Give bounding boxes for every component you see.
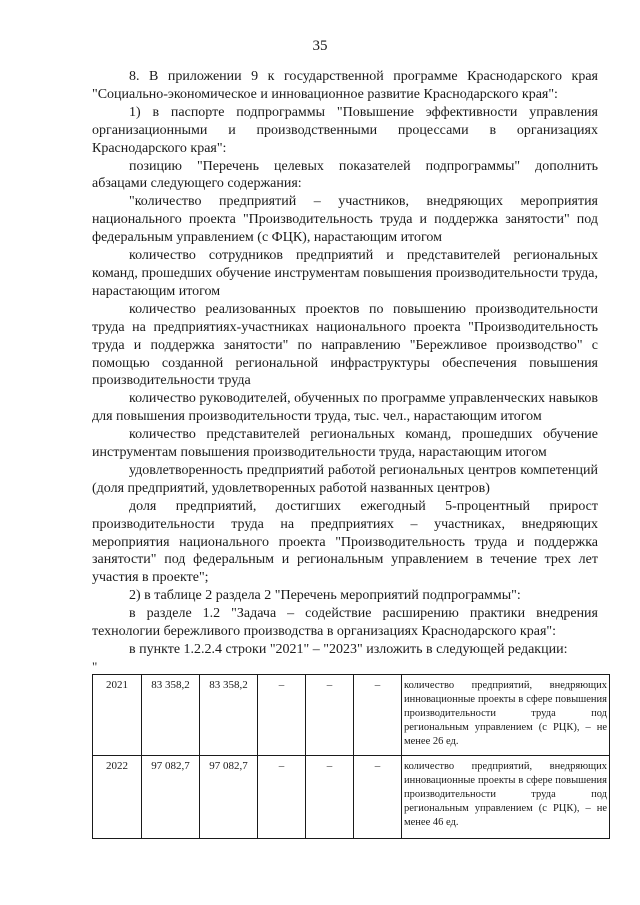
table-row: [93, 756, 610, 839]
dash-cell: –: [258, 756, 306, 839]
paragraph: 1) в паспорте подпрограммы "Повышение эффективности управления организационными и производственными процессами в организациях Краснодарского края":: [92, 104, 598, 156]
paragraph: количество сотрудников предприятий и представителей региональных команд, прошедших обучение инструментам повышения производительности труда, нарастающим итогом: [92, 248, 598, 299]
year-cell: 2021: [93, 675, 142, 756]
dash-cell: –: [258, 675, 306, 756]
total-cell: 97 082,7: [142, 756, 200, 839]
paragraph: "количество предприятий – участников, внедряющих мероприятия национального проекта "Производительность труда и поддержка занятости" под федеральным управлением (с ФЦК), нарастающим итогом: [92, 194, 598, 246]
paragraph: количество представителей региональных команд, прошедших обучение инструментам повышения производительности труда, нарастающим итогом: [92, 427, 598, 461]
paragraph: позицию "Перечень целевых показателей подпрограммы" дополнить абзацами следующего содержания:: [92, 158, 598, 192]
dash-cell: –: [306, 675, 354, 756]
paragraph: 8. В приложении 9 к государственной программе Краснодарского края "Социально-экономическое и инновационное развитие Краснодарского края":: [92, 69, 598, 102]
description-cell: количество предприятий, внедряющих инновационные проекты в сфере повышения производительности труда под региональным управлением (с РЦК), – не менее 26 ед.: [402, 675, 610, 756]
document-body: [92, 68, 598, 659]
opening-quote-mark: ": [92, 659, 98, 674]
dash-cell: –: [354, 675, 402, 756]
dash-cell: –: [354, 756, 402, 839]
year-cell: 2022: [93, 756, 142, 839]
paragraph: в разделе 1.2 "Задача – содействие расширению практики внедрения технологии бережливого производства в организациях Краснодарского края":: [92, 606, 598, 640]
measures-table: [92, 674, 610, 839]
paragraph: 2) в таблице 2 раздела 2 "Перечень мероприятий подпрограммы":: [129, 588, 521, 604]
paragraph: доля предприятий, достигших ежегодный 5-процентный прирост производительности труда на предприятиях – участниках, внедряющих мероприятия национального проекта "Производительность труда и поддержка занятости" под федеральным и региональным управлением в течение трех лет участия в проекте";: [92, 498, 598, 586]
page-number: 35: [312, 38, 328, 54]
paragraph: количество руководителей, обученных по программе управленческих навыков для повышения производительности труда, тыс. чел., нарастающим итогом: [92, 391, 598, 425]
paragraph: количество реализованных проектов по повышению производительности труда на предприятиях-участниках национального проекта "Производительность труда и поддержка занятости" по направлению "Бережливое производство" с помощью созданной региональной инфраструктуры обеспечения повышения производительности труда: [92, 301, 598, 389]
dash-cell: –: [306, 756, 354, 839]
value-cell: 97 082,7: [200, 756, 258, 839]
paragraph: удовлетворенность предприятий работой региональных центров компетенций (доля предприятий, удовлетворенных работой названных центров): [92, 462, 598, 496]
paragraph: в пункте 1.2.2.4 строки "2021" – "2023" изложить в следующей редакции:: [129, 642, 568, 657]
value-cell: 83 358,2: [200, 675, 258, 756]
total-cell: 83 358,2: [142, 675, 200, 756]
table-row: [93, 675, 610, 756]
description-cell: количество предприятий, внедряющих инновационные проекты в сфере повышения производительности труда под региональным управлением (с РЦК), – не менее 46 ед.: [402, 756, 610, 839]
